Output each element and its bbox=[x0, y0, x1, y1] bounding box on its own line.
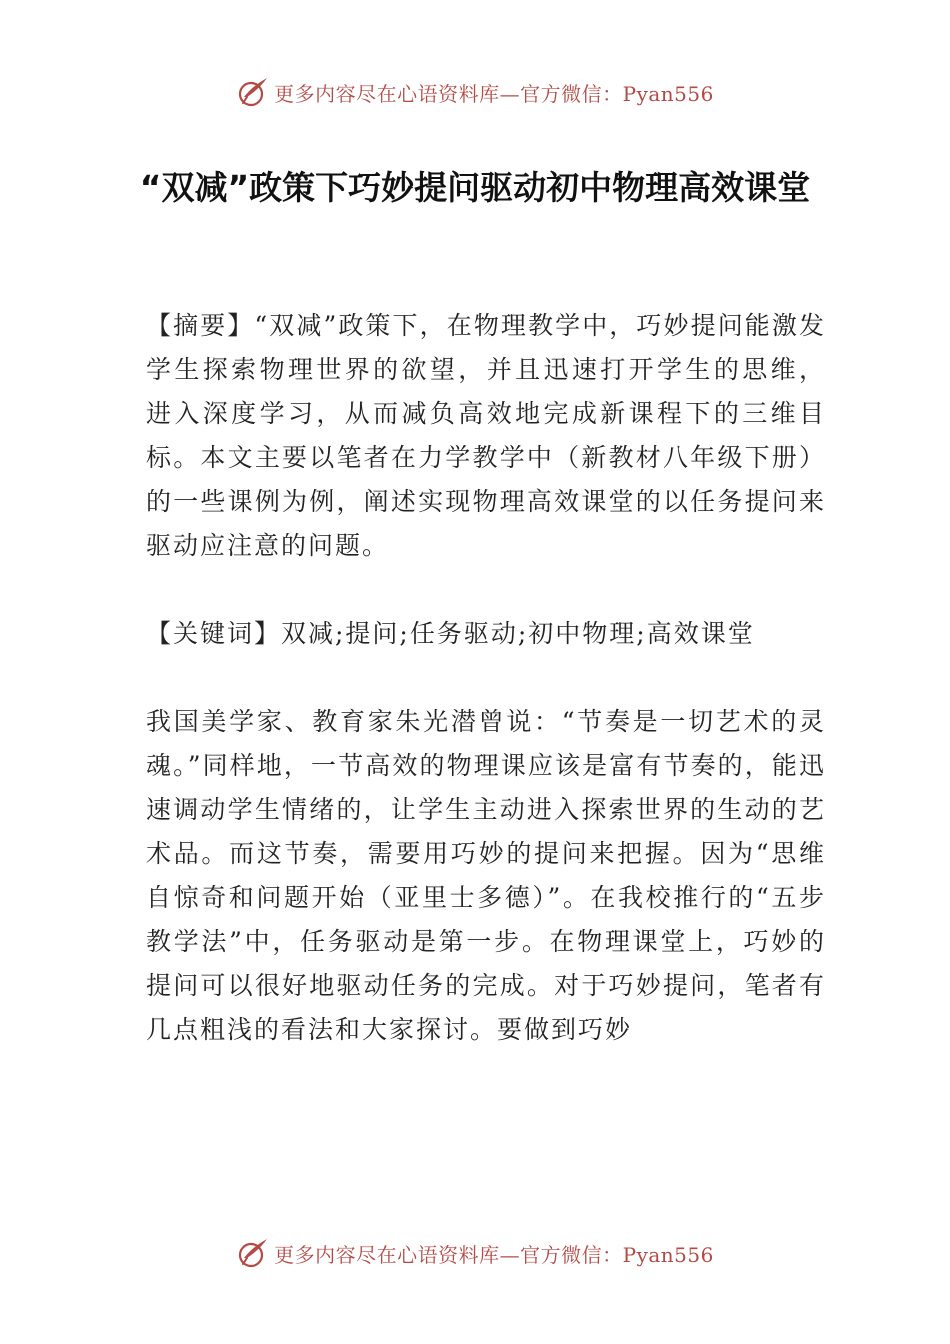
keywords-paragraph: 【关键词】双减;提问;任务驱动;初中物理;高效课堂 bbox=[146, 619, 755, 648]
footer-banner bbox=[0, 1231, 950, 1275]
body-paragraph: 我国美学家、教育家朱光潜曾说：“节奏是一切艺术的灵魂。”同样地，一节高效的物理课应该是富有节奏的，能迅速调动学生情绪的，让学生主动进入探索世界的生动的艺术品。而这节奏，需要用巧妙的提问来把握。因为“思维自惊奇和问题开始（亚里士多德）”。在我校推行的“五步教学法”中，任务驱动是第一步。在物理课堂上，巧妙的提问可以很好地驱动任务的完成。对于巧妙提问，笔者有几点粗浅的看法和大家探讨。要做到巧妙 bbox=[146, 707, 826, 1044]
quill-circle-logo-icon bbox=[236, 1236, 270, 1270]
document-title: “双减”政策下巧妙提问驱动初中物理高效课堂 bbox=[139, 168, 811, 207]
abstract-paragraph: 【摘要】“双减”政策下，在物理教学中，巧妙提问能激发学生探索物理世界的欲望，并且迅速打开学生的思维， 进入深度学习，从而减负高效地完成新课程下的三维目标。本文主要以笔者在力学教学中（新教材八年级下册） 的一些课例为例，阐述实现物理高效课堂的以任务提问来驱动应注意的问题。 bbox=[146, 311, 826, 560]
quill-circle-logo-icon bbox=[236, 75, 270, 109]
header-banner-text: 更多内容尽在心语资料库—官方微信：Pyan556 bbox=[274, 81, 714, 106]
footer-banner-text: 更多内容尽在心语资料库—官方微信：Pyan556 bbox=[274, 1242, 714, 1267]
header-banner bbox=[0, 70, 950, 114]
